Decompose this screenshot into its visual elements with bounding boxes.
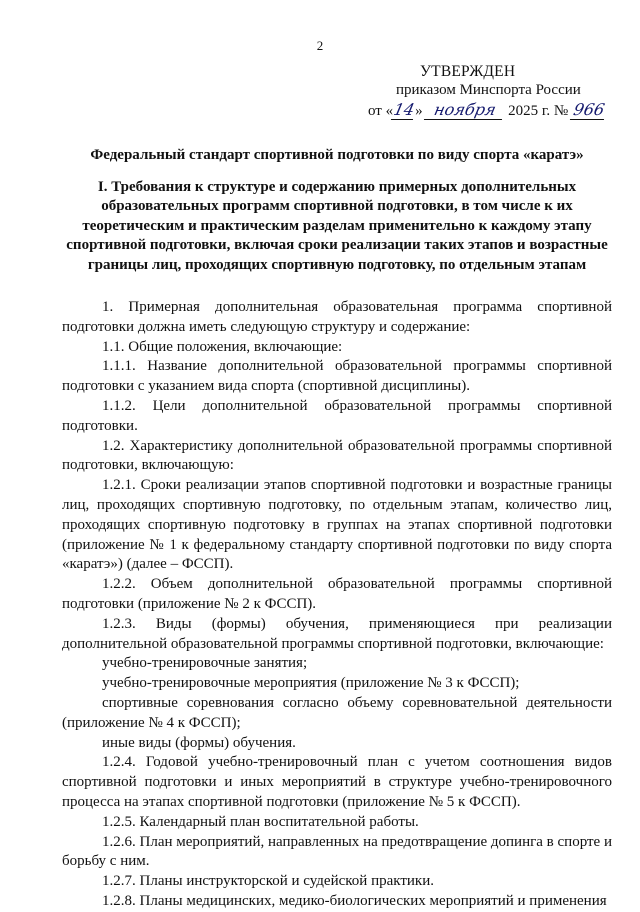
page-number: 2 xyxy=(316,38,324,53)
section-heading: I. Требования к структуре и содержанию примерных дополнительных образовательных программ спортивной подготовки, в том числе к их теоретическим и практическим разделам применительно к каждому этапу спортивной подготовки, включая сроки реализации таких этапов и возрастные границы лиц, проходящих спортивную подготовку, по отдельным этапам xyxy=(66,179,608,273)
paragraph-1-2-7: 1.2.7. Планы инструкторской и судейской практики. xyxy=(102,873,434,890)
document-body xyxy=(62,298,612,912)
paragraph-1-1: 1.1. Общие положения, включающие: xyxy=(102,338,343,355)
paragraph-1-2: 1.2. Характеристику дополнительной образовательной программы спортивной подготовки, включающую: xyxy=(62,437,612,474)
paragraph-1: 1. Примерная дополнительная образовательная программа спортивной подготовки должна иметь следующую структуру и содержание: xyxy=(62,299,612,335)
paragraph-1-1-2: 1.1.2. Цели дополнительной образовательной программы спортивной подготовки. xyxy=(62,397,612,434)
approval-heading: УТВЕРЖДЕН xyxy=(420,63,516,80)
approval-date-line xyxy=(368,100,618,121)
date-day-handwritten: 14 xyxy=(392,100,417,119)
list-item-training-events: учебно-тренировочные мероприятия (приложение № 3 к ФССП); xyxy=(102,675,520,692)
list-item-other-forms: иные виды (формы) обучения. xyxy=(102,734,296,751)
list-item-competitions: спортивные соревнования согласно объему соревновательной деятельности (приложение № 4 к ФССП); xyxy=(62,694,612,731)
paragraph-1-2-2: 1.2.2. Объем дополнительной образовательной программы спортивной подготовки (приложение № 2 к ФССП). xyxy=(62,576,612,612)
order-number-handwritten: 966 xyxy=(571,100,607,119)
paragraph-1-2-8: 1.2.8. Планы медицинских, медико-биологических мероприятий и применения xyxy=(102,892,607,909)
paragraph-1-2-4: 1.2.4. Годовой учебно-тренировочный план с учетом соотношения видов спортивной подготовки и иных мероприятий в структуре учебно-тренировочного процесса на этапах спортивной подготовки (приложение № 5 к ФССП). xyxy=(62,754,612,810)
approval-block xyxy=(368,62,618,121)
date-prefix: от « xyxy=(368,103,394,119)
date-mid: » xyxy=(415,103,423,119)
paragraph-1-2-3: 1.2.3. Виды (формы) обучения, применяющиеся при реализации дополнительной образовательной программы спортивной подготовки, включающие: xyxy=(62,615,612,652)
paragraph-1-1-1: 1.1.1. Название дополнительной образовательной программы спортивной подготовки с указанием вида спорта (спортивной дисциплины). xyxy=(62,358,612,395)
paragraph-1-2-5: 1.2.5. Календарный план воспитательной работы. xyxy=(102,813,419,830)
paragraph-1-2-6: 1.2.6. План мероприятий, направленных на предотвращение допинга в спорте и борьбу с ним. xyxy=(62,833,612,870)
approval-order-text: приказом Минспорта России xyxy=(396,82,581,98)
date-month-handwritten: ноября xyxy=(424,100,506,120)
date-year: 2025 г. № xyxy=(508,103,569,119)
document-title: Федеральный стандарт спортивной подготовки по виду спорта «каратэ» xyxy=(90,147,584,163)
list-item-training-sessions: учебно-тренировочные занятия; xyxy=(102,655,308,672)
paragraph-1-2-1: 1.2.1. Сроки реализации этапов спортивной подготовки и возрастные границы лиц, проходящих спортивную подготовку, по отдельным этапам, количество лиц, проходящих спортивную подготовку в группах на этапах спортивной подготовки (приложение № 1 к федеральному стандарту спортивной подготовки по виду спорта «каратэ») (далее – ФССП). xyxy=(62,477,612,573)
